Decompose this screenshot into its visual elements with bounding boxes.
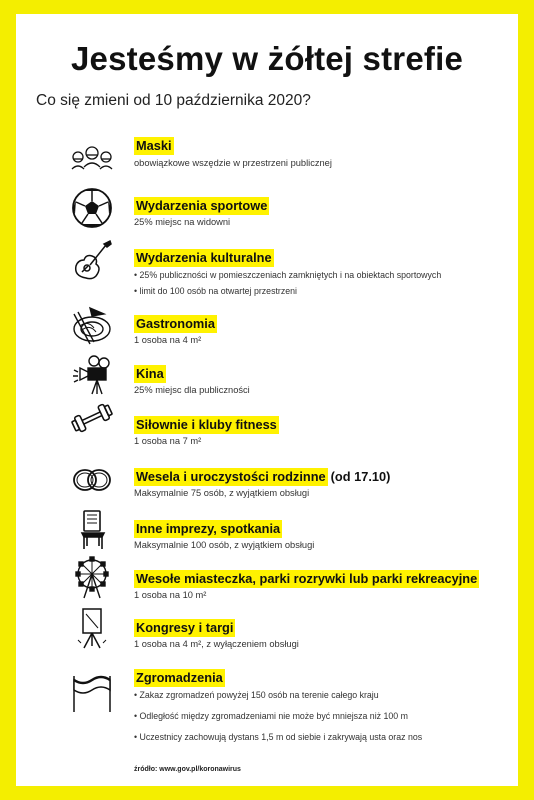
chair-icon xyxy=(70,508,114,552)
item-bullet: • 25% publiczności w pomieszczeniach zamkniętych i na obiektach sportowych xyxy=(134,270,441,280)
item-bullet: • Zakaz zgromadzeń powyżej 150 osób na terenie całego kraju xyxy=(134,690,379,700)
item-desc: Maksymalnie 100 osób, z wyjątkiem obsługi xyxy=(134,540,315,550)
masks-icon xyxy=(70,139,114,183)
item-title: Siłownie i kluby fitness xyxy=(136,417,277,432)
item-title: Kongresy i targi xyxy=(136,620,234,635)
film-camera-icon xyxy=(70,352,114,396)
item-desc: 1 osoba na 7 m² xyxy=(134,436,202,446)
item-desc: 1 osoba na 10 m² xyxy=(134,590,207,600)
item-title: Gastronomia xyxy=(136,316,215,331)
dumbbell-icon xyxy=(70,396,114,440)
item-title: Inne imprezy, spotkania xyxy=(136,521,281,536)
banner-icon xyxy=(70,670,114,714)
flipchart-icon xyxy=(70,606,114,650)
item-title: Wesołe miasteczka, parki rozrywki lub parki rekreacyjne xyxy=(136,571,478,586)
page-title: Jesteśmy w żółtej strefie xyxy=(70,40,463,77)
item-bullet: • limit do 100 osób na otwartej przestrzeni xyxy=(134,286,297,296)
item-desc: Maksymalnie 75 osób, z wyjątkiem obsługi xyxy=(134,488,310,498)
source-note: źródło: www.gov.pl/koronawirus xyxy=(134,766,241,773)
ferris-wheel-icon xyxy=(70,556,114,600)
item-title: Wesela i uroczystości rodzinne xyxy=(136,469,326,484)
item-desc: obowiązkowe wszędzie w przestrzeni publicznej xyxy=(134,158,332,168)
item-desc: 1 osoba na 4 m², z wyłączeniem obsługi xyxy=(134,639,299,649)
guitar-icon xyxy=(70,238,114,282)
page-subtitle: Co się zmieni od 10 października 2020? xyxy=(36,92,311,109)
plate-cutlery-icon xyxy=(70,302,114,346)
item-desc: 1 osoba na 4 m² xyxy=(134,335,202,345)
poster xyxy=(16,14,518,786)
wedding-rings-icon xyxy=(70,454,114,498)
item-desc: 25% miejsc dla publiczności xyxy=(134,385,250,395)
item-bullet: • Odległość między zgromadzeniami nie może być mniejsza niż 100 m xyxy=(134,711,408,721)
item-desc: 25% miejsc na widowni xyxy=(134,217,231,227)
item-title: Maski xyxy=(136,138,172,153)
item-title-date: (od 17.10) xyxy=(330,469,391,484)
item-title: Wydarzenia sportowe xyxy=(136,198,268,213)
item-bullet: • Uczestnicy zachowują dystans 1,5 m od siebie i zakrywają usta oraz nos xyxy=(134,732,422,742)
item-title: Kina xyxy=(136,366,164,381)
soccer-ball-icon xyxy=(70,186,114,230)
item-title: Wydarzenia kulturalne xyxy=(136,250,272,265)
item-title: Zgromadzenia xyxy=(136,670,223,685)
